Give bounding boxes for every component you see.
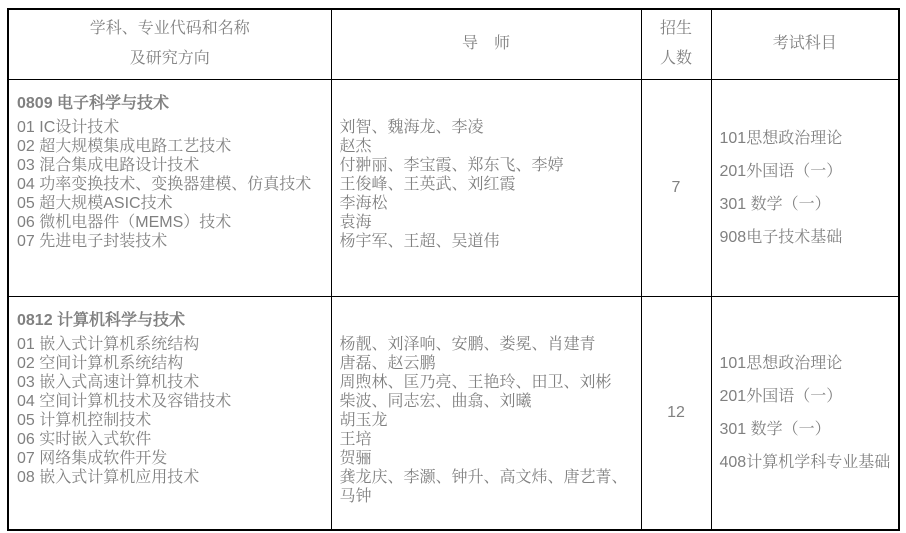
research-direction: 06 微机电器件（MEMS）技术 bbox=[17, 213, 232, 231]
exam-subject: 301 数学（一） bbox=[719, 195, 831, 213]
exam-subjects-cell bbox=[711, 296, 899, 530]
discipline-cell bbox=[8, 79, 331, 296]
research-direction: 04 空间计算机技术及容错技术 bbox=[17, 392, 232, 410]
exam-subject: 201外国语（一） bbox=[719, 387, 843, 405]
advisor-line: 贺骊 bbox=[339, 449, 372, 467]
advisor-line: 王培 bbox=[339, 430, 372, 448]
admissions-table bbox=[7, 8, 900, 531]
advisor-line: 王俊峰、王英武、刘红霞 bbox=[339, 175, 516, 193]
advisor-line: 周煦林、匡乃亮、王艳玲、田卫、刘彬 bbox=[339, 373, 612, 391]
advisor-line: 刘智、魏海龙、李凌 bbox=[339, 118, 484, 136]
enrollment-count: 7 bbox=[641, 79, 711, 296]
program-row-0812 bbox=[8, 296, 899, 530]
research-direction: 03 嵌入式高速计算机技术 bbox=[17, 373, 200, 391]
research-direction: 05 超大规模ASIC技术 bbox=[17, 194, 173, 212]
research-direction: 07 网络集成软件开发 bbox=[17, 449, 168, 467]
advisor-line: 赵杰 bbox=[339, 137, 372, 155]
header-advisors: 导 师 bbox=[331, 9, 641, 79]
research-direction-list bbox=[17, 118, 325, 251]
advisor-list bbox=[340, 335, 635, 506]
advisor-line: 唐磊、赵云鹏 bbox=[339, 354, 436, 372]
research-direction: 01 嵌入式计算机系统结构 bbox=[17, 335, 200, 353]
exam-subject: 101思想政治理论 bbox=[719, 354, 843, 372]
exam-subject: 201外国语（一） bbox=[719, 162, 843, 180]
header-exam-subjects: 考试科目 bbox=[711, 9, 899, 79]
research-direction: 04 功率变换技术、变换器建模、仿真技术 bbox=[17, 175, 312, 193]
advisor-line: 付翀丽、李宝霞、郑东飞、李婷 bbox=[339, 156, 564, 174]
advisor-line: 柴波、同志宏、曲翕、刘曦 bbox=[339, 392, 532, 410]
exam-subject: 301 数学（一） bbox=[719, 420, 831, 438]
advisor-list bbox=[340, 118, 635, 251]
discipline-cell bbox=[8, 296, 331, 530]
advisor-line: 李海松 bbox=[339, 194, 388, 212]
research-direction: 06 实时嵌入式软件 bbox=[17, 430, 152, 448]
header-enrollment bbox=[641, 9, 711, 79]
advisor-line: 袁海 bbox=[339, 213, 372, 231]
advisors-cell bbox=[331, 79, 641, 296]
header-discipline-line1: 学科、专业代码和名称 bbox=[89, 20, 250, 38]
research-direction-list bbox=[17, 335, 325, 487]
exam-subject: 408计算机学科专业基础 bbox=[719, 453, 891, 471]
advisor-line: 杨宇军、王超、吴道伟 bbox=[339, 232, 500, 250]
exam-subject-list bbox=[720, 122, 898, 254]
advisor-line: 龚龙庆、李灏、钟升、高文炜、唐艺菁、马钟 bbox=[339, 468, 628, 505]
exam-subject: 101思想政治理论 bbox=[719, 129, 843, 147]
header-enrollment-line2: 人数 bbox=[659, 50, 692, 68]
research-direction: 07 先进电子封装技术 bbox=[17, 232, 168, 250]
research-direction: 02 空间计算机系统结构 bbox=[17, 354, 184, 372]
enrollment-count: 12 bbox=[641, 296, 711, 530]
research-direction: 05 计算机控制技术 bbox=[17, 411, 152, 429]
advisors-cell bbox=[331, 296, 641, 530]
program-row-0809 bbox=[8, 79, 899, 296]
header-discipline-line2: 及研究方向 bbox=[129, 50, 210, 68]
exam-subject-list bbox=[720, 347, 898, 479]
header-enrollment-line1: 招生 bbox=[659, 20, 692, 38]
table-header-row bbox=[8, 9, 899, 79]
exam-subject: 908电子技术基础 bbox=[719, 228, 843, 246]
advisor-line: 胡玉龙 bbox=[339, 411, 388, 429]
research-direction: 03 混合集成电路设计技术 bbox=[17, 156, 200, 174]
program-title: 0812 计算机科学与技术 bbox=[17, 311, 186, 329]
research-direction: 01 IC设计技术 bbox=[17, 118, 120, 136]
header-discipline bbox=[8, 9, 331, 79]
program-title: 0809 电子科学与技术 bbox=[17, 94, 170, 112]
advisor-line: 杨靓、刘泽响、安鹏、娄冕、肖建青 bbox=[339, 335, 596, 353]
research-direction: 08 嵌入式计算机应用技术 bbox=[17, 468, 200, 486]
research-direction: 02 超大规模集成电路工艺技术 bbox=[17, 137, 232, 155]
exam-subjects-cell bbox=[711, 79, 899, 296]
